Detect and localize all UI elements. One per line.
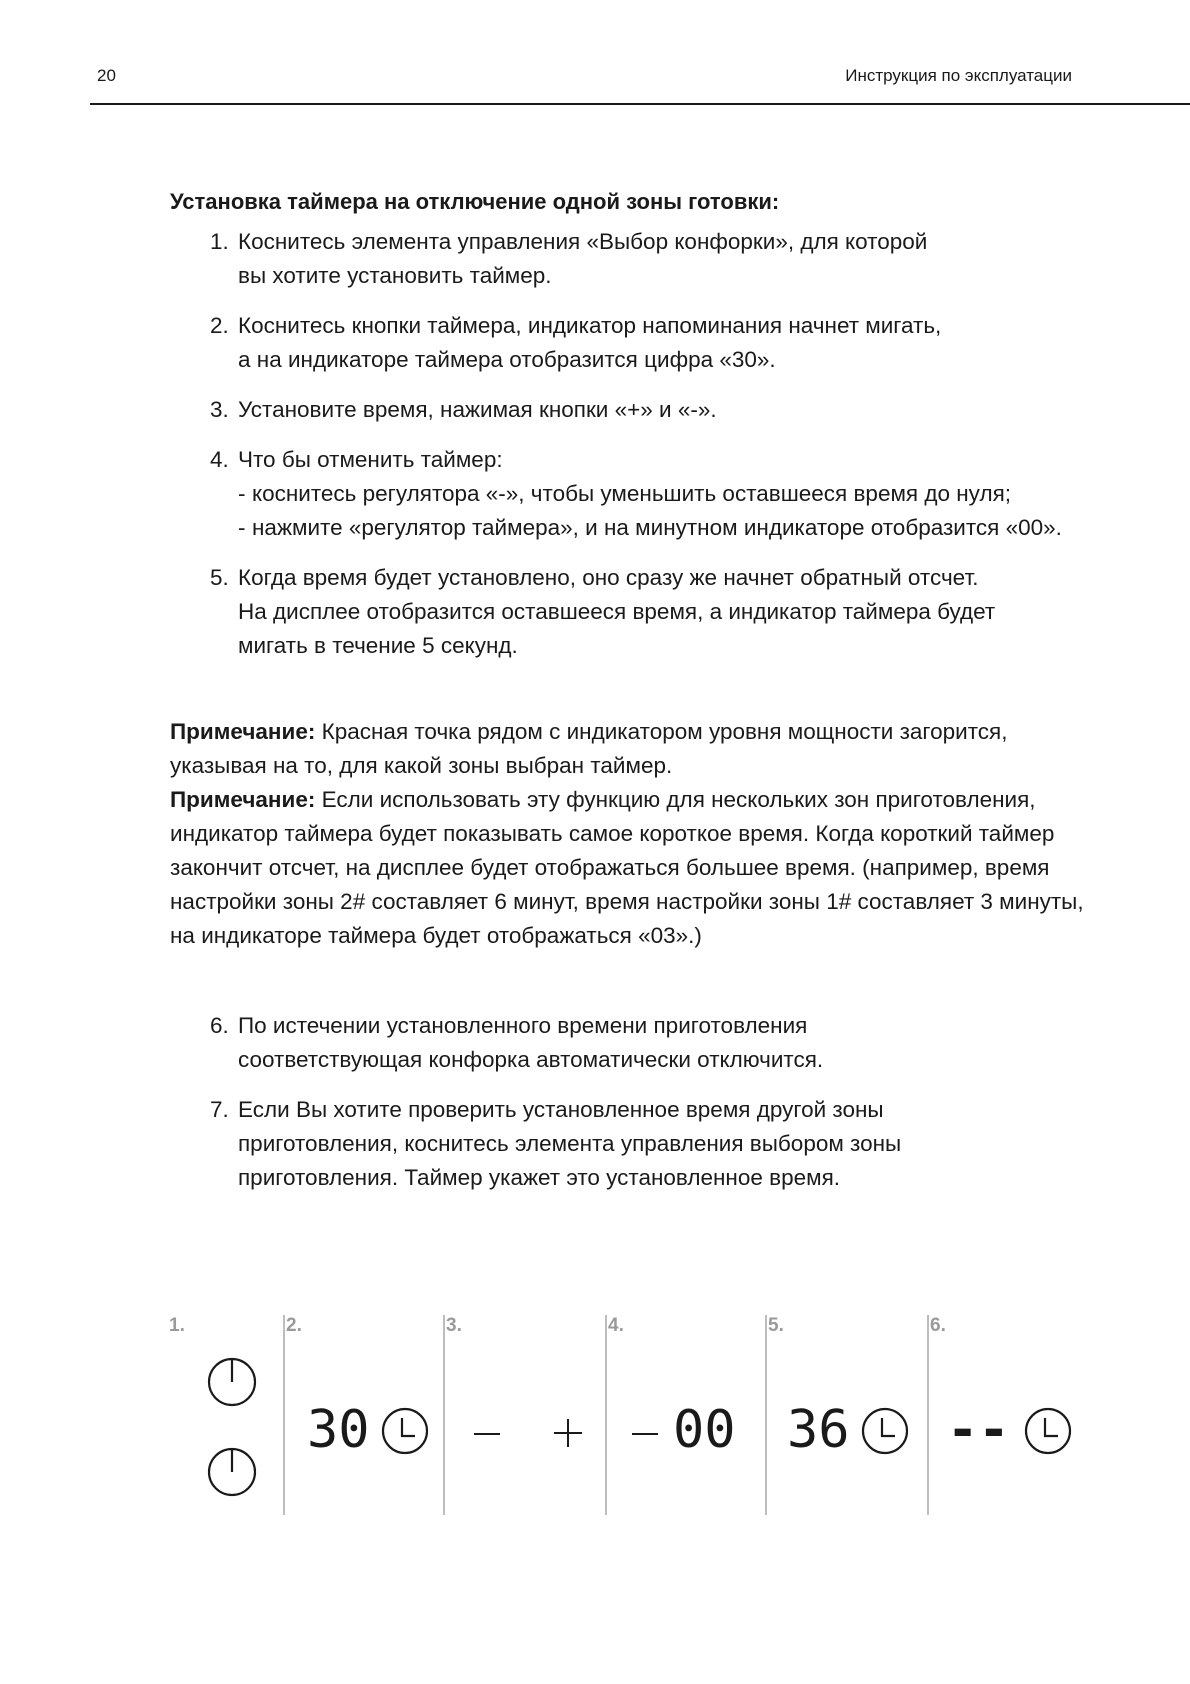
sub-item (238, 511, 1100, 545)
panel-label-1: 1. (169, 1315, 185, 1336)
note (170, 715, 1100, 783)
timer-display (787, 1403, 857, 1453)
notes-block (170, 715, 1100, 953)
minus-icon (472, 1419, 502, 1449)
step-text: По истечении установленного времени приготовления (238, 1013, 808, 1038)
panel-label-3: 3. (446, 1315, 462, 1336)
sub-list (238, 477, 1100, 545)
list-item (170, 309, 1100, 377)
list-item (170, 443, 1100, 545)
display-value: -- (947, 1403, 1010, 1453)
step-text: соответствующая конфорка автоматически отключится. (238, 1047, 824, 1072)
step-text: Что бы отменить таймер: (238, 447, 503, 472)
page-number: 20 (97, 66, 116, 85)
header-rule (90, 103, 1190, 105)
power-icon (205, 1445, 259, 1499)
step-number: 3. (210, 397, 229, 422)
list-item (170, 1093, 1100, 1195)
steps-list-continued (170, 1009, 1100, 1195)
step-number: 5. (210, 565, 229, 590)
step-number: 4. (210, 447, 229, 472)
panel-divider (765, 1315, 767, 1515)
step-number: 6. (210, 1013, 229, 1038)
steps-list (170, 225, 1100, 663)
dash-marker: - (238, 515, 246, 540)
section-title: Установка таймера на отключение одной зоны готовки: (170, 189, 780, 214)
timer-clock-icon (860, 1406, 910, 1456)
step-text: мигать в течение 5 секунд. (238, 633, 518, 658)
display-value: 30 (307, 1403, 370, 1453)
step-text: На дисплее отобразится оставшееся время, а индикатор таймера будет (238, 599, 996, 624)
sub-item (238, 477, 1100, 511)
timer-clock-icon (380, 1406, 430, 1456)
power-icon (205, 1355, 259, 1409)
control-panel-figure (155, 1315, 1135, 1525)
step-text: Коснитесь кнопки таймера, индикатор напоминания начнет мигать, (238, 313, 942, 338)
display-value: 00 (673, 1403, 736, 1453)
step-text: приготовления. Таймер укажет это установленное время. (238, 1165, 841, 1190)
panel-label-4: 4. (608, 1315, 624, 1336)
note-text: Красная точка рядом с индикатором уровня мощности загорится, указывая на то, для какой зоны выбран таймер. (170, 719, 1008, 778)
display-value: 36 (787, 1403, 850, 1453)
panel-divider (605, 1315, 607, 1515)
step-text: Коснитесь элемента управления «Выбор конфорки», для которой (238, 229, 928, 254)
panel-divider (443, 1315, 445, 1515)
panel-divider (283, 1315, 285, 1515)
step-text: Установите время, нажимая кнопки «+» и «-». (238, 397, 717, 422)
panel-label-2: 2. (286, 1315, 302, 1336)
timer-display (673, 1403, 743, 1453)
plus-icon (552, 1417, 584, 1449)
sub-item-text: коснитесь регулятора «-», чтобы уменьшить оставшееся время до нуля; (252, 481, 1012, 506)
dash-marker: - (238, 481, 246, 506)
list-item (170, 1009, 1100, 1077)
note-label: Примечание: (170, 787, 316, 812)
note (170, 783, 1100, 953)
panel-label-5: 5. (768, 1315, 784, 1336)
main-content (170, 185, 1100, 1211)
step-text: приготовления, коснитесь элемента управления выбором зоны (238, 1131, 902, 1156)
note-label: Примечание: (170, 719, 316, 744)
list-item (170, 393, 1100, 427)
timer-clock-icon (1023, 1406, 1073, 1456)
timer-display (947, 1403, 1017, 1453)
panel-label-6: 6. (930, 1315, 946, 1336)
minus-icon (630, 1419, 660, 1449)
running-title: Инструкция по эксплуатации (845, 66, 1072, 85)
list-item (170, 225, 1100, 293)
timer-display (307, 1403, 377, 1453)
panel-divider (927, 1315, 929, 1515)
list-item (170, 561, 1100, 663)
step-number: 1. (210, 229, 229, 254)
note-text: Если использовать эту функцию для нескольких зон приготовления, индикатор таймера будет показывать самое короткое время. Когда короткий таймер закончит отсчет, на дисплее будет отображаться большее время. (например, время настройки зоны 2# составляет 6 минут, время настройки зоны 1# составляет 3 минуты, на индикаторе таймера будет отображаться «03».) (170, 787, 1084, 948)
step-text: а на индикаторе таймера отобразится цифра «30». (238, 347, 776, 372)
step-number: 2. (210, 313, 229, 338)
step-text: Если Вы хотите проверить установленное время другой зоны (238, 1097, 884, 1122)
step-number: 7. (210, 1097, 229, 1122)
step-text: Когда время будет установлено, оно сразу же начнет обратный отсчет. (238, 565, 979, 590)
sub-item-text: нажмите «регулятор таймера», и на минутном индикаторе отобразится «00». (252, 515, 1062, 540)
step-text: вы хотите установить таймер. (238, 263, 552, 288)
